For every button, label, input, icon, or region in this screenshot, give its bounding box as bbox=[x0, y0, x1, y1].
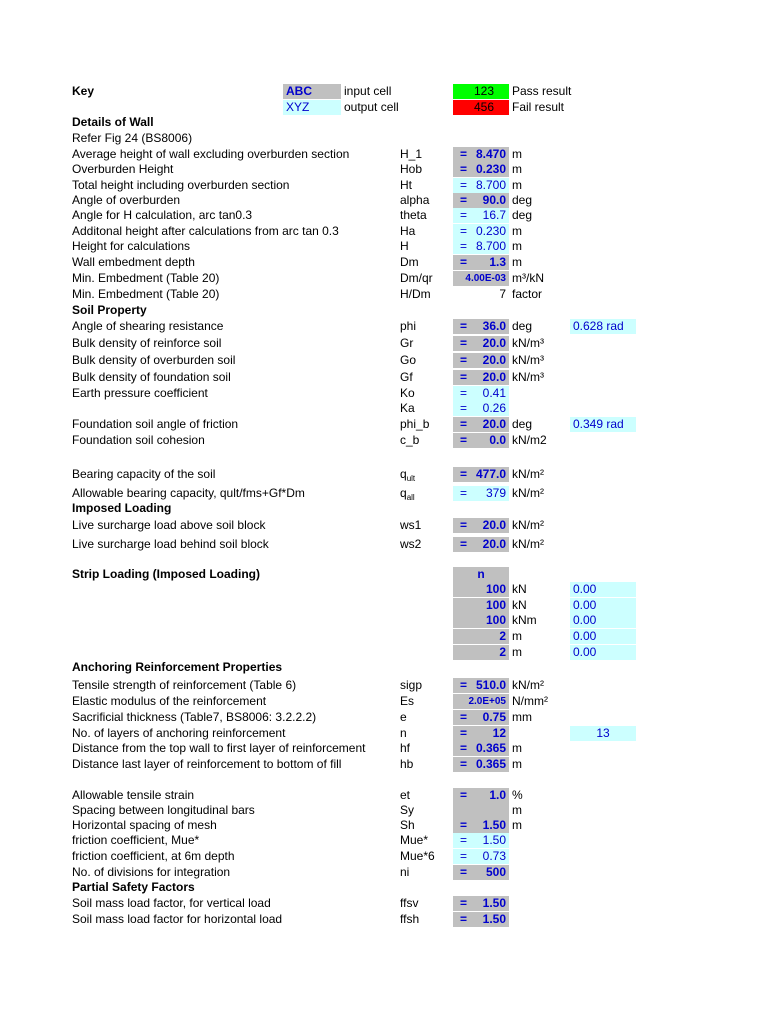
param-symbol: Dm/qr bbox=[400, 271, 433, 285]
param-unit: m³/kN bbox=[512, 271, 544, 285]
param-label: Angle for H calculation, arc tan0.3 bbox=[72, 208, 253, 222]
param-label: Live surcharge load behind soil block bbox=[72, 537, 269, 551]
param-unit: kN/m² bbox=[512, 467, 544, 481]
strip-unit: kN bbox=[512, 582, 527, 596]
param-symbol: Gr bbox=[400, 336, 414, 350]
strip-value-input[interactable]: 100 bbox=[453, 613, 509, 628]
param-label: No. of layers of anchoring reinforcement bbox=[72, 726, 286, 740]
param-row bbox=[0, 896, 768, 911]
param-label: Bulk density of foundation soil bbox=[72, 370, 231, 384]
section-anchoring-header: Anchoring Reinforcement Properties bbox=[72, 660, 283, 674]
param-symbol: Ha bbox=[400, 224, 416, 238]
param-unit: kN/m² bbox=[512, 486, 544, 500]
param-symbol: ffsh bbox=[400, 912, 420, 926]
param-row bbox=[0, 803, 768, 818]
param-symbol: Mue*6 bbox=[400, 849, 435, 863]
param-unit: m bbox=[512, 741, 522, 755]
param-row bbox=[0, 417, 768, 432]
param-unit: m bbox=[512, 255, 522, 269]
param-row bbox=[0, 788, 768, 803]
param-label: Sacrificial thickness (Table7, BS8006: 3.2.2.2) bbox=[72, 710, 317, 724]
param-symbol: q bbox=[400, 467, 407, 481]
param-unit: kN/m³ bbox=[512, 353, 544, 367]
param-symbol: Hob bbox=[400, 162, 423, 176]
param-value-input[interactable] bbox=[453, 803, 509, 818]
param-value-input[interactable]: = 20.0 bbox=[453, 417, 509, 432]
param-row bbox=[0, 287, 768, 302]
param-row bbox=[0, 818, 768, 833]
param-value-input[interactable]: = 0.0 bbox=[453, 433, 509, 448]
param-label: friction coefficient, at 6m depth bbox=[72, 849, 235, 863]
param-symbol: alpha bbox=[400, 193, 430, 207]
param-symbol: phi bbox=[400, 319, 417, 333]
param-label: Soil mass load factor, for vertical load bbox=[72, 896, 271, 910]
param-symbol: ffsv bbox=[400, 896, 419, 910]
param-label: Earth pressure coefficient bbox=[72, 386, 208, 400]
param-symbol: Ko bbox=[400, 386, 415, 400]
param-unit: N/mm² bbox=[512, 694, 548, 708]
param-label: Allowable bearing capacity, qult/fms+Gf*Dm bbox=[72, 486, 305, 500]
param-row bbox=[0, 710, 768, 725]
param-value-input[interactable]: = 0.365 bbox=[453, 741, 509, 756]
param-symbol-subscript: ult bbox=[406, 474, 416, 483]
param-label: Soil mass load factor for horizontal load bbox=[72, 912, 283, 926]
key-title: Key bbox=[72, 84, 95, 98]
param-symbol: ws1 bbox=[400, 518, 422, 532]
param-symbol-subscript: all bbox=[406, 493, 415, 502]
param-value-input[interactable]: = 20.0 bbox=[453, 336, 509, 351]
param-label: Min. Embedment (Table 20) bbox=[72, 271, 220, 285]
param-row bbox=[0, 726, 768, 741]
param-unit: kN/m² bbox=[512, 678, 544, 692]
section-partial-header: Partial Safety Factors bbox=[72, 880, 195, 894]
param-unit: m bbox=[512, 239, 522, 253]
param-unit: deg bbox=[512, 193, 533, 207]
key-fail-sample: 456 bbox=[453, 100, 509, 115]
param-row bbox=[0, 147, 768, 162]
strip-value-input[interactable]: 100 bbox=[453, 598, 509, 613]
param-value-input[interactable]: = 12 bbox=[453, 726, 509, 741]
param-unit: deg bbox=[512, 319, 533, 333]
param-value-output: = 0.73 bbox=[453, 849, 509, 864]
param-row bbox=[0, 865, 768, 880]
param-extra-output: 0.628 rad bbox=[570, 319, 636, 334]
param-unit: kN/m² bbox=[512, 537, 544, 551]
param-label: Tensile strength of reinforcement (Table 6) bbox=[72, 678, 297, 692]
strip-extra-output: 0.00 bbox=[570, 613, 636, 628]
param-value-input[interactable]: = 1.50 bbox=[453, 912, 509, 927]
param-row bbox=[0, 486, 768, 501]
param-row bbox=[0, 694, 768, 709]
param-row bbox=[0, 162, 768, 177]
param-value-output: = 0.230 bbox=[453, 224, 509, 239]
key-output-sample: XYZ bbox=[283, 100, 341, 115]
param-label: Horizontal spacing of mesh bbox=[72, 818, 217, 832]
param-symbol: hf bbox=[400, 741, 411, 755]
param-symbol: hb bbox=[400, 757, 414, 771]
param-value-output: = 8.700 bbox=[453, 239, 509, 254]
key-input-sample: ABC bbox=[283, 84, 341, 99]
key-row-input bbox=[0, 84, 768, 99]
param-label: Foundation soil cohesion bbox=[72, 433, 205, 447]
param-extra-output: 0.349 rad bbox=[570, 417, 636, 432]
param-row bbox=[0, 336, 768, 351]
param-unit: m bbox=[512, 818, 522, 832]
param-row bbox=[0, 467, 768, 482]
strip-unit: kNm bbox=[512, 613, 537, 627]
param-row bbox=[0, 370, 768, 385]
param-label: Spacing between longitudinal bars bbox=[72, 803, 255, 817]
param-value-input[interactable]: = 1.3 bbox=[453, 255, 509, 270]
param-symbol: Es bbox=[400, 694, 415, 708]
param-symbol: Sy bbox=[400, 803, 415, 817]
param-row bbox=[0, 537, 768, 552]
param-value-input[interactable]: = 0.365 bbox=[453, 757, 509, 772]
param-label: friction coefficient, Mue* bbox=[72, 833, 200, 847]
param-value-input[interactable]: = 0.230 bbox=[453, 162, 509, 177]
param-label: Bulk density of overburden soil bbox=[72, 353, 236, 367]
param-unit: kN/m³ bbox=[512, 336, 544, 350]
param-symbol: e bbox=[400, 710, 407, 724]
key-output-label: output cell bbox=[344, 100, 399, 114]
param-unit: % bbox=[512, 788, 523, 802]
param-unit: m bbox=[512, 757, 522, 771]
param-value-input[interactable]: = 1.50 bbox=[453, 818, 509, 833]
section-strip-header: Strip Loading (Imposed Loading) bbox=[72, 567, 260, 581]
param-symbol: H_1 bbox=[400, 147, 423, 161]
param-row bbox=[0, 678, 768, 693]
param-row bbox=[0, 239, 768, 254]
param-symbol: phi_b bbox=[400, 417, 430, 431]
param-value-input[interactable]: = 0.75 bbox=[453, 710, 509, 725]
strip-header-row bbox=[0, 567, 768, 582]
section-soil-header: Soil Property bbox=[72, 303, 147, 317]
param-symbol: Sh bbox=[400, 818, 415, 832]
param-unit: deg bbox=[512, 208, 533, 222]
param-value-output: = 1.50 bbox=[453, 833, 509, 848]
param-row bbox=[0, 224, 768, 239]
param-label: No. of divisions for integration bbox=[72, 865, 231, 879]
strip-row bbox=[0, 598, 768, 613]
param-value-output: = 379 bbox=[453, 486, 509, 501]
param-unit: m bbox=[512, 147, 522, 161]
param-value-input[interactable]: = 1.50 bbox=[453, 896, 509, 911]
param-symbol: n bbox=[400, 726, 407, 740]
param-label: Distance from the top wall to first layer of reinforcement bbox=[72, 741, 366, 755]
param-symbol: Go bbox=[400, 353, 417, 367]
param-unit: kN/m² bbox=[512, 518, 544, 532]
strip-row bbox=[0, 613, 768, 628]
param-value-input[interactable]: = 500 bbox=[453, 865, 509, 880]
param-label: Live surcharge load above soil block bbox=[72, 518, 266, 532]
param-label: Bearing capacity of the soil bbox=[72, 467, 216, 481]
param-label: Overburden Height bbox=[72, 162, 174, 176]
param-symbol: Gf bbox=[400, 370, 413, 384]
strip-row bbox=[0, 582, 768, 597]
param-value-input[interactable]: = 36.0 bbox=[453, 319, 509, 334]
param-label: Total height including overburden section bbox=[72, 178, 290, 192]
strip-extra-output: 0.00 bbox=[570, 645, 636, 660]
strip-extra-output: 0.00 bbox=[570, 598, 636, 613]
key-input-label: input cell bbox=[344, 84, 392, 98]
param-value-input[interactable]: 4.00E-03 bbox=[453, 271, 509, 286]
strip-unit: m bbox=[512, 645, 522, 659]
param-symbol: et bbox=[400, 788, 411, 802]
param-label: Average height of wall excluding overburden section bbox=[72, 147, 350, 161]
param-label: Height for calculations bbox=[72, 239, 191, 253]
param-value-output: = 8.700 bbox=[453, 178, 509, 193]
param-row bbox=[0, 319, 768, 334]
param-row bbox=[0, 518, 768, 533]
param-label: Wall embedment depth bbox=[72, 255, 195, 269]
param-value: 7 bbox=[499, 287, 506, 301]
param-symbol: theta bbox=[400, 208, 427, 222]
param-row bbox=[0, 741, 768, 756]
param-unit: kN/m³ bbox=[512, 370, 544, 384]
param-symbol: q bbox=[400, 486, 407, 500]
strip-value-input[interactable]: 100 bbox=[453, 582, 509, 597]
param-unit: m bbox=[512, 803, 522, 817]
param-value-output: = 0.41 bbox=[453, 386, 509, 401]
strip-extra-output: 0.00 bbox=[570, 582, 636, 597]
param-value-input[interactable]: = 20.0 bbox=[453, 370, 509, 385]
param-label: Angle of overburden bbox=[72, 193, 181, 207]
param-row bbox=[0, 912, 768, 927]
param-row bbox=[0, 757, 768, 772]
key-row-output bbox=[0, 100, 768, 115]
param-label: Elastic modulus of the reinforcement bbox=[72, 694, 267, 708]
param-value-input[interactable]: = 20.0 bbox=[453, 518, 509, 533]
param-label: Min. Embedment (Table 20) bbox=[72, 287, 220, 301]
key-fail-label: Fail result bbox=[512, 100, 565, 114]
param-row bbox=[0, 178, 768, 193]
param-symbol: ni bbox=[400, 865, 410, 879]
param-value-input[interactable]: = 8.470 bbox=[453, 147, 509, 162]
param-unit: mm bbox=[512, 710, 532, 724]
strip-value-input[interactable]: 2 bbox=[453, 629, 509, 644]
param-unit: m bbox=[512, 178, 522, 192]
section-imposed-header: Imposed Loading bbox=[72, 501, 172, 515]
key-pass-label: Pass result bbox=[512, 84, 572, 98]
param-symbol: Ka bbox=[400, 401, 415, 415]
refer-note: Refer Fig 24 (BS8006) bbox=[72, 131, 193, 145]
param-row bbox=[0, 353, 768, 368]
strip-unit: m bbox=[512, 629, 522, 643]
param-unit: deg bbox=[512, 417, 533, 431]
param-value-output: = 16.7 bbox=[453, 208, 509, 223]
param-row bbox=[0, 193, 768, 208]
strip-extra-output: 0.00 bbox=[570, 629, 636, 644]
param-label: Angle of shearing resistance bbox=[72, 319, 224, 333]
param-row bbox=[0, 255, 768, 270]
strip-n-label: n bbox=[453, 567, 509, 582]
strip-row bbox=[0, 645, 768, 660]
param-unit: kN/m2 bbox=[512, 433, 547, 447]
param-symbol: Dm bbox=[400, 255, 419, 269]
param-unit: factor bbox=[512, 287, 543, 301]
strip-unit: kN bbox=[512, 598, 527, 612]
param-extra-output: 13 bbox=[570, 726, 636, 741]
param-value-input[interactable]: = 1.0 bbox=[453, 788, 509, 803]
strip-value-input[interactable]: 2 bbox=[453, 645, 509, 660]
param-row bbox=[0, 401, 768, 416]
param-symbol: H/Dm bbox=[400, 287, 431, 301]
param-symbol: sigp bbox=[400, 678, 423, 692]
key-pass-sample: 123 bbox=[453, 84, 509, 99]
param-row bbox=[0, 386, 768, 401]
param-value-input[interactable]: = 20.0 bbox=[453, 537, 509, 552]
param-value-input[interactable]: = 20.0 bbox=[453, 353, 509, 368]
param-value-input[interactable]: = 477.0 bbox=[453, 467, 509, 482]
param-value-input[interactable]: 2.0E+05 bbox=[453, 694, 509, 709]
param-label: Additonal height after calculations from arc tan 0.3 bbox=[72, 224, 339, 238]
param-row bbox=[0, 433, 768, 448]
param-symbol: ws2 bbox=[400, 537, 422, 551]
param-row bbox=[0, 833, 768, 848]
section-details-header: Details of Wall bbox=[72, 115, 154, 129]
param-label: Distance last layer of reinforcement to bottom of fill bbox=[72, 757, 342, 771]
param-symbol: c_b bbox=[400, 433, 420, 447]
param-label: Foundation soil angle of friction bbox=[72, 417, 239, 431]
param-label: Bulk density of reinforce soil bbox=[72, 336, 222, 350]
param-label: Allowable tensile strain bbox=[72, 788, 195, 802]
param-value-input[interactable]: = 510.0 bbox=[453, 678, 509, 693]
param-symbol: Ht bbox=[400, 178, 412, 192]
param-symbol: Mue* bbox=[400, 833, 429, 847]
param-row bbox=[0, 849, 768, 864]
param-value-output: = 0.26 bbox=[453, 401, 509, 416]
strip-row bbox=[0, 629, 768, 644]
param-row bbox=[0, 271, 768, 286]
param-unit: m bbox=[512, 224, 522, 238]
param-row bbox=[0, 208, 768, 223]
param-unit: m bbox=[512, 162, 522, 176]
param-symbol: H bbox=[400, 239, 409, 253]
param-value-input[interactable]: = 90.0 bbox=[453, 193, 509, 208]
